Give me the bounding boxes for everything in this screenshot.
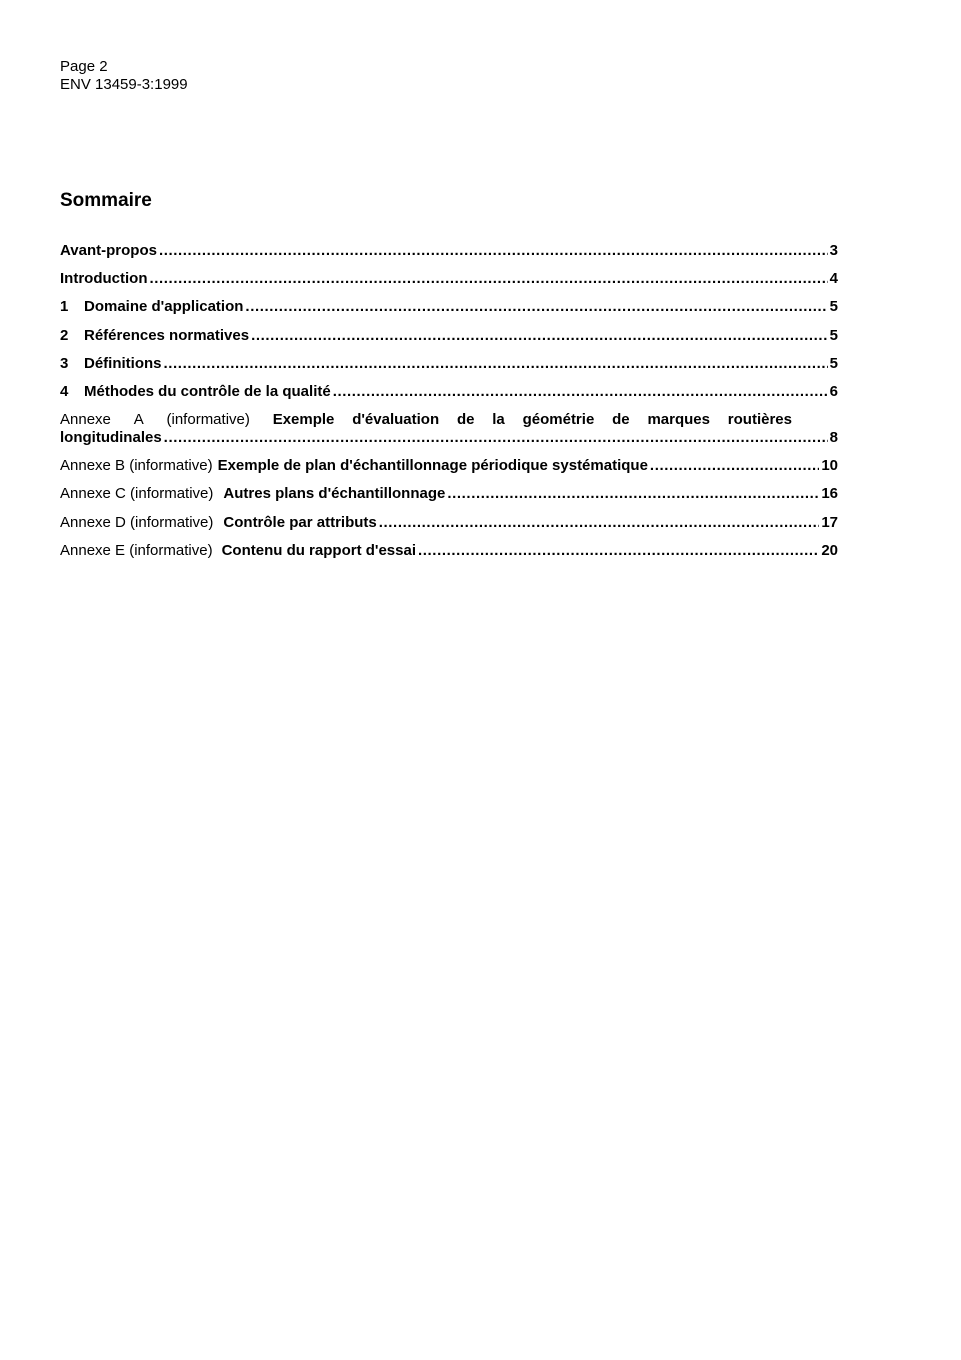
title-word: de	[612, 411, 630, 429]
toc-entry-number: 2	[60, 326, 69, 344]
title-word: la	[492, 411, 505, 429]
toc-entry-page: 8	[829, 429, 838, 447]
toc-entry-annex-a-line2	[60, 429, 838, 447]
toc-entry-label: Autres plans d'échantillonnage	[223, 485, 446, 503]
toc-entry-label: Références normatives	[84, 326, 250, 344]
toc-entry-annex-e[interactable]	[60, 542, 838, 560]
title-word: de	[456, 411, 475, 429]
toc-entry-introduction[interactable]	[60, 270, 838, 288]
title-word: marques	[647, 411, 710, 429]
toc-entry-section-2[interactable]	[60, 327, 838, 345]
dot-leader	[418, 542, 819, 560]
toc-entry-page: 5	[829, 326, 838, 344]
toc-entry-label: Définitions	[84, 354, 162, 372]
toc-entry-label: Introduction	[60, 270, 148, 288]
toc-entry-annex-a-line1	[60, 411, 792, 429]
toc-entry-annex-d[interactable]	[60, 514, 838, 532]
dot-leader	[159, 242, 828, 260]
toc-entry-page: 5	[829, 354, 838, 372]
annex-designation: Annexe E (informative)	[60, 541, 213, 559]
toc-entry-page: 5	[829, 298, 838, 316]
dot-leader	[447, 485, 819, 503]
title-word: Exemple	[272, 411, 335, 429]
toc-entry-number: 3	[60, 354, 69, 372]
dot-leader	[149, 270, 827, 288]
title-word: routières	[727, 411, 792, 429]
toc-entry-avant-propos[interactable]	[60, 242, 838, 260]
dot-leader	[379, 514, 820, 532]
toc-entry-label: Contenu du rapport d'essai	[221, 541, 416, 559]
dot-leader	[164, 355, 828, 373]
toc-entry-number: 1	[60, 298, 69, 316]
toc-entry-annex-a[interactable]	[60, 411, 838, 447]
annex-letter: A	[133, 411, 144, 429]
toc-entry-label: Méthodes du contrôle de la qualité	[84, 382, 331, 400]
toc-entry-section-1[interactable]	[60, 298, 838, 316]
annex-type: (informative)	[166, 411, 250, 429]
dot-leader	[333, 383, 828, 401]
toc-entry-label: Avant-propos	[60, 242, 157, 259]
annex-designation: Annexe D (informative)	[60, 513, 214, 531]
annex-word: Annexe	[60, 411, 111, 429]
dot-leader	[251, 327, 828, 345]
document-reference: ENV 13459-3:1999	[60, 76, 188, 93]
dot-leader	[245, 298, 827, 316]
toc-entry-annex-c[interactable]	[60, 485, 838, 503]
dot-leader	[650, 457, 819, 475]
dot-leader	[164, 429, 828, 447]
toc-entry-page: 4	[829, 270, 838, 288]
annex-designation: Annexe B (informative)	[60, 457, 213, 475]
toc-entry-page: 16	[821, 485, 838, 503]
toc-entry-label: Exemple de plan d'échantillonnage périodique systématique	[217, 457, 648, 475]
toc-entry-page: 10	[821, 457, 838, 475]
page-number-label: Page 2	[60, 58, 108, 75]
toc-entry-section-3[interactable]	[60, 355, 838, 373]
toc-title: Sommaire	[60, 190, 152, 211]
toc-entry-page: 3	[829, 242, 838, 259]
title-word: géométrie	[522, 411, 595, 429]
annex-designation: Annexe C (informative)	[60, 485, 214, 503]
toc-entry-page: 20	[821, 541, 838, 559]
toc-entry-label: longitudinales	[60, 429, 162, 447]
toc-entry-section-4[interactable]	[60, 383, 838, 401]
toc-entry-annex-b[interactable]	[60, 457, 838, 475]
toc-entry-label: Contrôle par attributs	[223, 513, 377, 531]
page-header	[60, 58, 188, 94]
toc-entry-page: 6	[829, 382, 838, 400]
table-of-contents	[60, 242, 838, 570]
toc-entry-number: 4	[60, 382, 69, 400]
title-word: d'évaluation	[352, 411, 440, 429]
toc-entry-label: Domaine d'application	[84, 298, 244, 316]
toc-entry-page: 17	[821, 513, 838, 531]
